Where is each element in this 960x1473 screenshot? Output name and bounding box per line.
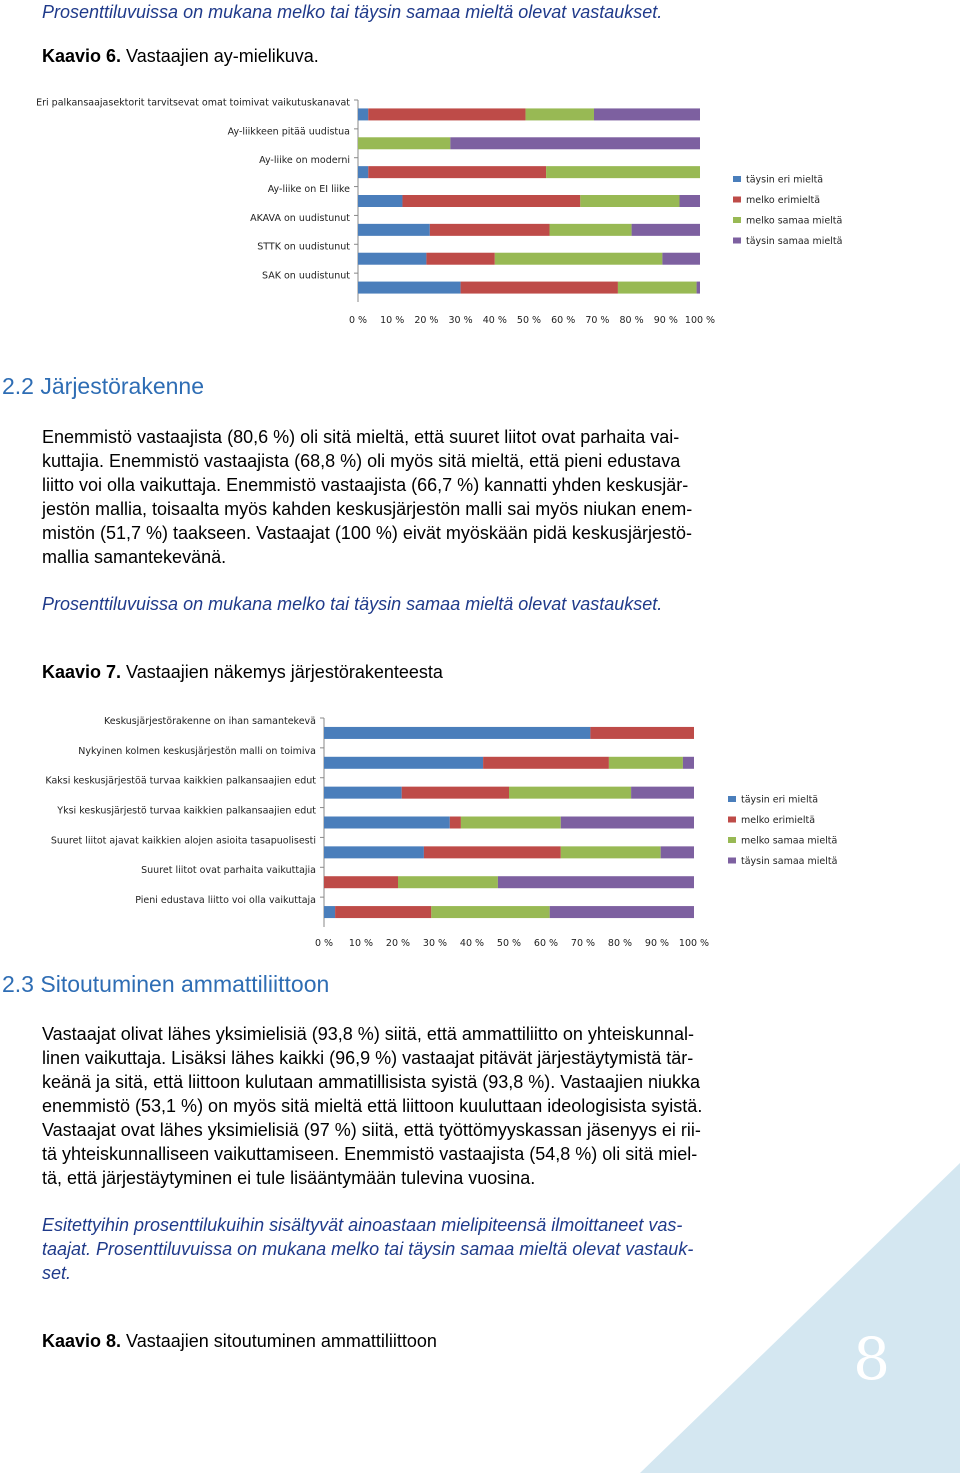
bar-segment [498, 876, 694, 888]
bar-segment [461, 282, 618, 294]
x-tick-label: 0 % [348, 315, 368, 326]
bar-segment [683, 757, 694, 769]
legend-swatch [728, 858, 736, 864]
category-label: Suuret liitot ovat parhaita vaikuttajia [141, 865, 316, 877]
bar-segment [618, 282, 697, 294]
bar-segment [358, 224, 430, 236]
section-heading-2-3: 2.3 Sitoutuminen ammattiliittoon [2, 971, 330, 997]
category-label: Yksi keskusjärjestö turvaa kaikkien palkansaajien edut [57, 805, 316, 817]
legend-label: melko erimieltä [741, 815, 816, 826]
bar-segment [550, 906, 694, 918]
x-tick-label: 20 % [385, 938, 411, 949]
bar-segment [398, 876, 498, 888]
x-tick-label: 60 % [533, 938, 559, 949]
x-tick-label: 50 % [496, 938, 522, 949]
category-label: Nykyinen kolmen keskusjärjestön malli on toimiva [78, 745, 316, 757]
x-tick-label: 0 % [314, 938, 334, 949]
x-tick-label: 20 % [414, 315, 439, 326]
bar-segment [590, 727, 694, 739]
text-line: set. [42, 1263, 72, 1283]
text-line: Esitettyihin prosenttilukuihin sisältyvät ainoastaan mielipiteensä ilmoittaneet vas- [42, 1215, 683, 1235]
bar-segment [450, 137, 700, 149]
text-line: kuttajia. Enemmistö vastaajista (68,8 %) oli myös sitä mieltä, että pieni edustava [42, 451, 681, 471]
x-tick-label: 10 % [348, 938, 374, 949]
legend-swatch [733, 217, 741, 223]
top-note: Prosenttiluvuissa on mukana melko tai täysin samaa mieltä olevat vastaukset. [42, 2, 663, 22]
corner-triangle [640, 1163, 960, 1473]
bar-segment [335, 906, 431, 918]
text-line: mistön (51,7 %) taakseen. Vastaajat (100 %) eivät myöskään pidä keskusjärjestö- [42, 523, 692, 543]
legend-swatch [733, 176, 741, 182]
x-tick-label: 100 % [678, 938, 710, 949]
legend-label: täysin samaa mieltä [741, 856, 838, 867]
text-line: enemmistö (53,1 %) on myös sitä mieltä että liittoon kuuluttaan ideologisista syistä. [42, 1096, 703, 1116]
caption-label: Kaavio 6. [42, 46, 122, 66]
x-tick-label: 70 % [570, 938, 596, 949]
bar-segment [495, 253, 663, 265]
text-line: Vastaajat ovat lähes yksimielisiä (97 %) siitä, että työttömyyskassan jäsenyys ei rii- [42, 1120, 701, 1140]
x-tick-label: 40 % [482, 315, 507, 326]
bar-segment [661, 846, 694, 858]
category-label: Suuret liitot ajavat kaikkien alojen asioita tasapuolisesti [50, 835, 316, 847]
category-label: Ay-liike on moderni [259, 155, 350, 167]
bar-segment [426, 253, 494, 265]
bar-segment [697, 282, 700, 294]
bar-segment [594, 108, 700, 120]
bar-segment [402, 787, 509, 799]
caption-text: Vastaajien sitoutuminen ammattiliittoon [121, 1331, 437, 1351]
bar-segment [324, 906, 335, 918]
bar-segment [631, 787, 694, 799]
bar-segment [526, 108, 594, 120]
category-label: Eri palkansaajasektorit tarvitsevat omat toimivat vaikutuskanavat [36, 97, 350, 109]
bar-segment [561, 846, 661, 858]
bar-segment [580, 195, 679, 207]
x-tick-label: 100 % [684, 315, 716, 326]
text-line: linen vaikuttaja. Lisäksi lähes kaikki (96,9 %) vastaajat pitävät järjestäytymistä tär- [42, 1048, 694, 1068]
text-line: mallia samantekevänä. [42, 547, 227, 567]
paragraph-jarjestorakenne [42, 425, 802, 569]
text-line: jestön mallia, toisaalta myös kahden keskusjärjestön malli sai myös niukan enem- [42, 499, 693, 519]
bar-segment [632, 224, 700, 236]
category-label: Keskusjärjestörakenne on ihan samantekevä [104, 715, 316, 727]
legend-label: täysin samaa mieltä [746, 236, 843, 247]
bar-segment [450, 817, 461, 829]
text-line: taajat. Prosenttiluvuissa on mukana melko tai täysin samaa mieltä olevat vastauk- [42, 1239, 694, 1259]
chart-ay-mielikuva [0, 95, 900, 335]
legend-swatch [733, 238, 741, 244]
bar-segment [324, 846, 424, 858]
text-line: Enemmistö vastaajista (80,6 %) oli sitä mieltä, että suuret liitot ovat parhaita vai- [42, 427, 680, 447]
text-line: liitto voi olla vaikuttaja. Enemmistö vastaajista (66,7 %) kannatti yhden keskusjär- [42, 475, 689, 495]
category-label: STTK on uudistunut [257, 241, 350, 253]
bar-segment [424, 846, 561, 858]
x-tick-label: 90 % [644, 938, 670, 949]
category-label: AKAVA on uudistunut [250, 212, 350, 224]
x-tick-label: 80 % [619, 315, 644, 326]
legend-label: melko samaa mieltä [746, 215, 843, 227]
caption-label: Kaavio 7. [42, 662, 122, 682]
caption-text: Vastaajien näkemys järjestörakenteesta [121, 662, 443, 682]
caption-label: Kaavio 8. [42, 1331, 122, 1351]
bar-segment [550, 224, 632, 236]
bar-segment [483, 757, 609, 769]
text-line: Vastaajat olivat lähes yksimielisiä (93,8 %) siitä, että ammattiliitto on yhteiskunnal- [42, 1024, 694, 1044]
bar-segment [324, 876, 398, 888]
legend-swatch [728, 817, 736, 823]
legend-swatch [733, 197, 741, 203]
category-label: Ay-liikkeen pitää uudistua [227, 126, 350, 138]
chart-jarjestorakenne [0, 713, 900, 963]
category-label: Kaksi keskusjärjestöä turvaa kaikkien palkansaajien edut [45, 775, 316, 787]
bar-segment [662, 253, 700, 265]
bar-segment [509, 787, 631, 799]
chart-svg [0, 95, 900, 335]
bar-segment [324, 757, 483, 769]
bar-segment [358, 108, 368, 120]
legend-swatch [728, 837, 736, 843]
note-2-2: Prosenttiluvuissa on mukana melko tai täysin samaa mieltä olevat vastaukset. [42, 594, 663, 614]
category-label: SAK on uudistunut [262, 270, 350, 282]
caption-text: Vastaajien ay-mielikuva. [121, 46, 319, 66]
x-tick-label: 30 % [422, 938, 448, 949]
bar-segment [368, 108, 525, 120]
bar-segment [402, 195, 580, 207]
caption-kaavio-8 [42, 1331, 437, 1352]
caption-kaavio-7 [42, 662, 443, 683]
bar-segment [430, 224, 550, 236]
x-tick-label: 80 % [607, 938, 633, 949]
text-line: tä, että järjestäytyminen ei tule lisääntymään tulevina vuosina. [42, 1168, 536, 1188]
x-tick-label: 50 % [516, 315, 542, 326]
caption-kaavio-6 [42, 46, 319, 67]
bar-segment [368, 166, 546, 178]
x-tick-label: 60 % [551, 315, 576, 326]
x-tick-label: 40 % [459, 938, 485, 949]
chart-svg [0, 713, 900, 963]
x-tick-label: 90 % [653, 315, 678, 326]
x-tick-label: 30 % [448, 315, 473, 326]
bar-segment [358, 282, 461, 294]
x-tick-label: 70 % [585, 315, 610, 326]
bar-segment [561, 817, 694, 829]
bar-segment [358, 137, 450, 149]
bar-segment [431, 906, 549, 918]
bar-segment [358, 253, 426, 265]
legend-label: melko erimieltä [746, 195, 821, 206]
bar-segment [358, 166, 368, 178]
bar-segment [324, 817, 450, 829]
category-label: Ay-liike on EI liike [267, 184, 350, 195]
bar-segment [546, 166, 700, 178]
legend-label: melko samaa mieltä [741, 835, 838, 847]
text-line: tä yhteiskunnalliseen vaikuttamiseen. Enemmistö vastaajista (54,8 %) oli sitä miel- [42, 1144, 698, 1164]
bar-segment [324, 787, 402, 799]
legend-swatch [728, 796, 736, 802]
legend-label: täysin eri mieltä [746, 174, 824, 186]
x-tick-label: 10 % [380, 315, 405, 326]
legend-label: täysin eri mieltä [741, 794, 819, 806]
section-heading-2-2: 2.2 Järjestörakenne [2, 373, 205, 399]
bar-segment [609, 757, 683, 769]
bar-segment [358, 195, 402, 207]
text-line: keänä ja sitä, että liittoon kulutaan ammatillisista syistä (93,8 %). Vastaajien niukka [42, 1072, 700, 1092]
corner-decoration [640, 1163, 960, 1473]
bar-segment [679, 195, 700, 207]
bar-segment [461, 817, 561, 829]
page-number: 8 [853, 1325, 890, 1393]
category-label: Pieni edustava liitto voi olla vaikuttaja [135, 895, 316, 907]
bar-segment [324, 727, 590, 739]
